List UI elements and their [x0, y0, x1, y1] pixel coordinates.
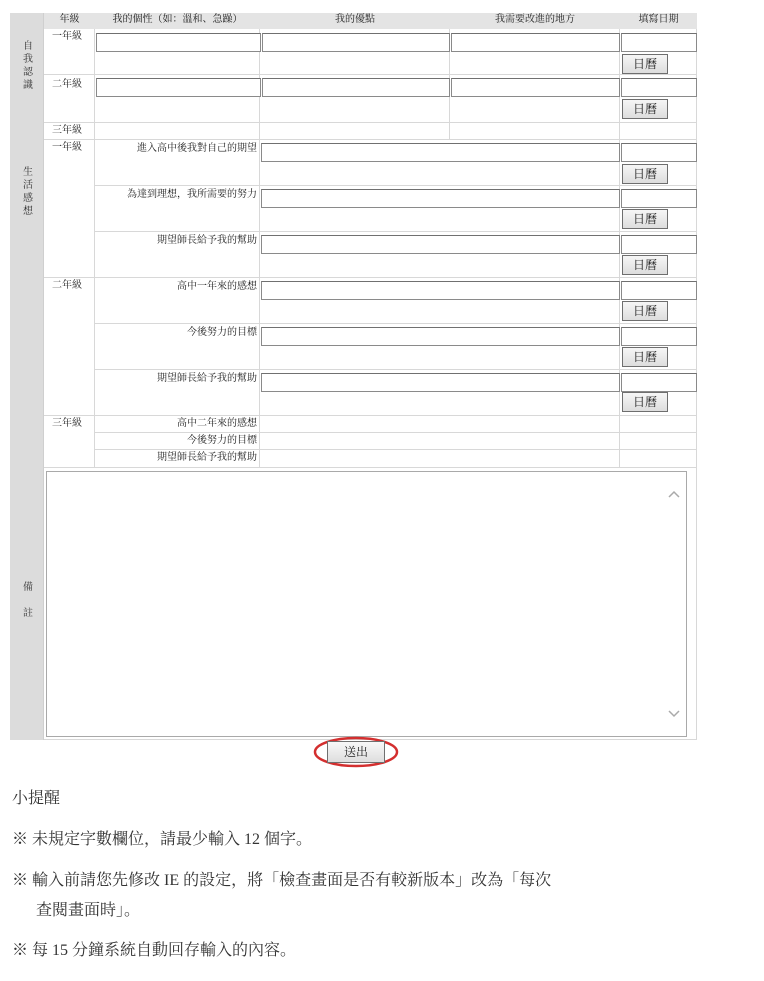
reminder-item-2-cont: 查閱畫面時」。	[36, 902, 141, 919]
life-g2-prompt-3: 期望師長給予我的幫助	[157, 373, 257, 384]
life-g3-row2-date-cell	[620, 433, 697, 450]
self-g3-personality-cell	[95, 123, 260, 140]
self-g2-date-input[interactable]	[621, 78, 697, 97]
life-g2-prompt-1: 高中一年來的感想	[177, 281, 257, 292]
header-strengths: 我的優點	[335, 14, 375, 25]
reminder-title: 小提醒	[12, 790, 61, 807]
self-g3-strengths-cell	[260, 123, 450, 140]
life-g1-row2-input[interactable]	[261, 189, 620, 208]
scroll-up-arrow-icon[interactable]	[668, 490, 680, 498]
self-g2-calendar-button[interactable]: 日曆	[622, 99, 668, 119]
life-g2-grade-cell	[44, 278, 95, 416]
life-g3-row3-date-cell	[620, 450, 697, 468]
life-g3-prompt-1: 高中二年來的感想	[177, 418, 257, 429]
life-g2-row3-calendar-button[interactable]: 日曆	[622, 392, 668, 412]
self-g2-personality-input[interactable]	[96, 78, 261, 97]
life-g2-row2-calendar-button[interactable]: 日曆	[622, 347, 668, 367]
life-g3-row1-date-cell	[620, 416, 697, 433]
life-g1-row1-date-input[interactable]	[621, 143, 697, 162]
self-g1-date-input[interactable]	[621, 33, 697, 52]
section-self-label: 自 我 認 識	[23, 41, 33, 91]
life-g1-row3-input[interactable]	[261, 235, 620, 254]
life-g1-prompt-3: 期望師長給予我的幫助	[157, 235, 257, 246]
self-g1-improve-input[interactable]	[451, 33, 620, 52]
self-g1-personality-input[interactable]	[96, 33, 261, 52]
notes-textarea[interactable]	[46, 471, 687, 737]
life-g1-row1-calendar-button[interactable]: 日曆	[622, 164, 668, 184]
life-g1-row1-input[interactable]	[261, 143, 620, 162]
header-improve: 我需要改進的地方	[495, 14, 575, 25]
self-g3-label: 三年級	[52, 125, 82, 136]
life-g2-row3-date-input[interactable]	[621, 373, 697, 392]
header-grade: 年級	[59, 14, 80, 25]
life-g3-row3-content-cell	[260, 450, 620, 468]
self-g3-improve-cell	[450, 123, 620, 140]
life-g3-prompt-3: 期望師長給予我的幫助	[157, 452, 257, 463]
reminder-item-2: ※ 輸入前請您先修改 IE 的設定，將「檢查畫面是否有較新版本」改為「每次	[12, 872, 552, 889]
life-g2-row1-calendar-button[interactable]: 日曆	[622, 301, 668, 321]
life-g1-prompt-1: 進入高中後我對自己的期望	[137, 143, 257, 154]
life-g1-row3-date-input[interactable]	[621, 235, 697, 254]
header-personality: 我的個性（如：溫和、急躁）	[112, 14, 243, 25]
life-g3-row2-content-cell	[260, 433, 620, 450]
self-g2-strengths-input[interactable]	[262, 78, 450, 97]
submit-button[interactable]: 送出	[327, 741, 385, 763]
life-g1-row2-date-input[interactable]	[621, 189, 697, 208]
section-notes-label: 備 註	[23, 582, 33, 619]
life-g2-row1-date-input[interactable]	[621, 281, 697, 300]
life-g2-prompt-2: 今後努力的目標	[187, 327, 257, 338]
self-g1-label: 一年級	[52, 31, 82, 42]
life-g2-row1-input[interactable]	[261, 281, 620, 300]
reminder-item-1: ※ 未規定字數欄位，請最少輸入 12 個字。	[12, 831, 313, 848]
self-g3-date-cell	[620, 123, 697, 140]
life-g2-row3-input[interactable]	[261, 373, 620, 392]
self-g2-improve-input[interactable]	[451, 78, 620, 97]
self-g1-strengths-input[interactable]	[262, 33, 450, 52]
life-g3-prompt-2: 今後努力的目標	[187, 435, 257, 446]
self-g2-label: 二年級	[52, 79, 82, 90]
self-g1-calendar-button[interactable]: 日曆	[622, 54, 668, 74]
section-life-label: 生 活 感 想	[23, 167, 33, 217]
scroll-down-arrow-icon[interactable]	[668, 710, 680, 718]
life-g1-row3-calendar-button[interactable]: 日曆	[622, 255, 668, 275]
life-g2-label: 二年級	[52, 280, 82, 291]
header-date: 填寫日期	[638, 14, 679, 25]
life-g1-prompt-2: 為達到理想，我所需要的努力	[127, 189, 257, 200]
life-g1-label: 一年級	[52, 142, 82, 153]
life-g1-row2-calendar-button[interactable]: 日曆	[622, 209, 668, 229]
life-g3-row1-content-cell	[260, 416, 620, 433]
life-g3-label: 三年級	[52, 418, 82, 429]
life-g2-row2-input[interactable]	[261, 327, 620, 346]
life-g2-row2-date-input[interactable]	[621, 327, 697, 346]
reminder-item-3: ※ 每 15 分鐘系統自動回存輸入的內容。	[12, 942, 297, 959]
life-g1-grade-cell	[44, 140, 95, 278]
